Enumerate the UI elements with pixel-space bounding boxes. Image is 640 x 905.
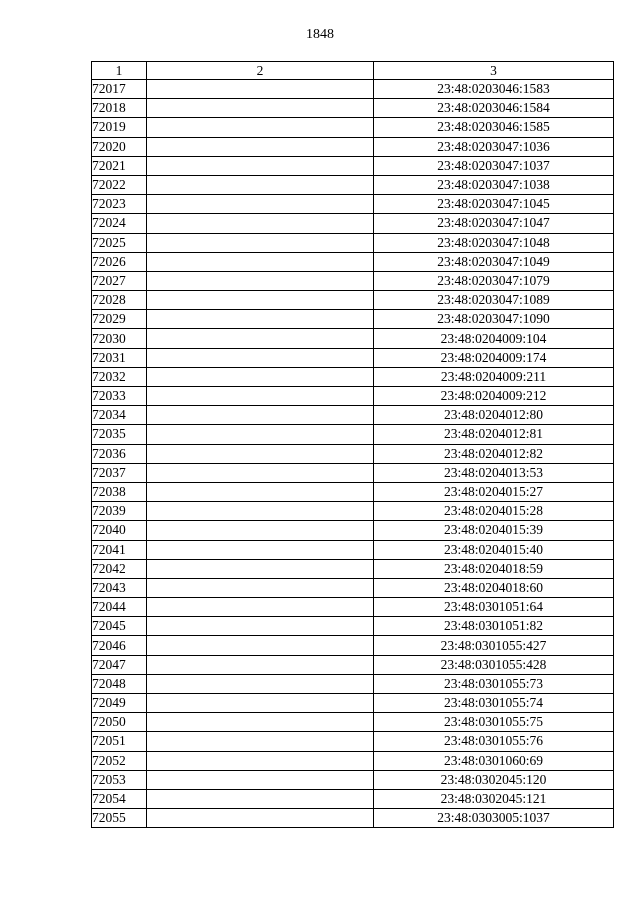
cadastral-number-cell: 23:48:0204015:40 — [374, 540, 614, 559]
table-row — [92, 195, 614, 214]
table-row — [92, 156, 614, 175]
row-blank-cell — [147, 291, 374, 310]
table-row — [92, 732, 614, 751]
cadastral-number-cell: 23:48:0204009:212 — [374, 387, 614, 406]
table-row — [92, 521, 614, 540]
row-number-cell: 72023 — [92, 195, 147, 214]
row-number-cell: 72053 — [92, 770, 147, 789]
table-row — [92, 118, 614, 137]
table-row — [92, 751, 614, 770]
column-header-2: 2 — [147, 62, 374, 80]
row-blank-cell — [147, 655, 374, 674]
table-header-row — [92, 62, 614, 80]
row-number-cell: 72038 — [92, 482, 147, 501]
cadastral-number-cell: 23:48:0204015:39 — [374, 521, 614, 540]
row-number-cell: 72030 — [92, 329, 147, 348]
table-row — [92, 175, 614, 194]
row-blank-cell — [147, 310, 374, 329]
column-header-3: 3 — [374, 62, 614, 80]
cadastral-number-cell: 23:48:0204013:53 — [374, 463, 614, 482]
row-number-cell: 72018 — [92, 99, 147, 118]
cadastral-number-cell: 23:48:0204015:27 — [374, 482, 614, 501]
cadastral-number-cell: 23:48:0204012:80 — [374, 406, 614, 425]
cadastral-number-cell: 23:48:0301055:428 — [374, 655, 614, 674]
row-number-cell: 72049 — [92, 694, 147, 713]
row-number-cell: 72037 — [92, 463, 147, 482]
table-row — [92, 770, 614, 789]
cadastral-number-cell: 23:48:0301055:73 — [374, 674, 614, 693]
cadastral-number-cell: 23:48:0204018:60 — [374, 578, 614, 597]
row-number-cell: 72042 — [92, 559, 147, 578]
row-number-cell: 72033 — [92, 387, 147, 406]
table-row — [92, 137, 614, 156]
cadastral-number-cell: 23:48:0203046:1585 — [374, 118, 614, 137]
row-number-cell: 72019 — [92, 118, 147, 137]
table-row — [92, 348, 614, 367]
cadastral-number-cell: 23:48:0203047:1038 — [374, 175, 614, 194]
row-blank-cell — [147, 713, 374, 732]
table-row — [92, 367, 614, 386]
cadastral-number-cell: 23:48:0203047:1037 — [374, 156, 614, 175]
table-row — [92, 271, 614, 290]
table-row — [92, 310, 614, 329]
table-row — [92, 655, 614, 674]
cadastral-number-cell: 23:48:0204009:104 — [374, 329, 614, 348]
table-row — [92, 713, 614, 732]
row-number-cell: 72054 — [92, 789, 147, 808]
row-number-cell: 72021 — [92, 156, 147, 175]
table-row — [92, 80, 614, 99]
table-row — [92, 540, 614, 559]
row-blank-cell — [147, 770, 374, 789]
cadastral-number-cell: 23:48:0301060:69 — [374, 751, 614, 770]
cadastral-number-cell: 23:48:0203047:1090 — [374, 310, 614, 329]
row-number-cell: 72047 — [92, 655, 147, 674]
row-number-cell: 72025 — [92, 233, 147, 252]
row-number-cell: 72028 — [92, 291, 147, 310]
row-blank-cell — [147, 156, 374, 175]
table-row — [92, 598, 614, 617]
table-row — [92, 578, 614, 597]
row-number-cell: 72024 — [92, 214, 147, 233]
table-row — [92, 502, 614, 521]
table-row — [92, 252, 614, 271]
table-row — [92, 406, 614, 425]
row-blank-cell — [147, 809, 374, 828]
cadastral-number-cell: 23:48:0302045:121 — [374, 789, 614, 808]
row-number-cell: 72055 — [92, 809, 147, 828]
row-number-cell: 72026 — [92, 252, 147, 271]
row-blank-cell — [147, 80, 374, 99]
row-blank-cell — [147, 598, 374, 617]
cadastral-number-cell: 23:48:0203047:1048 — [374, 233, 614, 252]
row-number-cell: 72017 — [92, 80, 147, 99]
row-number-cell: 72050 — [92, 713, 147, 732]
cadastral-number-cell: 23:48:0203047:1045 — [374, 195, 614, 214]
row-blank-cell — [147, 732, 374, 751]
cadastral-number-cell: 23:48:0203047:1047 — [374, 214, 614, 233]
row-blank-cell — [147, 463, 374, 482]
cadastral-number-cell: 23:48:0204009:211 — [374, 367, 614, 386]
table-body — [92, 80, 614, 828]
column-header-1: 1 — [92, 62, 147, 80]
table-row — [92, 636, 614, 655]
table-row — [92, 99, 614, 118]
row-number-cell: 72052 — [92, 751, 147, 770]
row-blank-cell — [147, 425, 374, 444]
row-blank-cell — [147, 751, 374, 770]
row-blank-cell — [147, 694, 374, 713]
row-number-cell: 72040 — [92, 521, 147, 540]
row-blank-cell — [147, 521, 374, 540]
cadastral-number-cell: 23:48:0204012:81 — [374, 425, 614, 444]
row-blank-cell — [147, 444, 374, 463]
row-blank-cell — [147, 214, 374, 233]
cadastral-number-cell: 23:48:0301055:427 — [374, 636, 614, 655]
row-blank-cell — [147, 367, 374, 386]
row-blank-cell — [147, 617, 374, 636]
table-row — [92, 463, 614, 482]
row-blank-cell — [147, 252, 374, 271]
row-blank-cell — [147, 233, 374, 252]
row-number-cell: 72022 — [92, 175, 147, 194]
row-number-cell: 72051 — [92, 732, 147, 751]
cadastral-number-cell: 23:48:0301051:64 — [374, 598, 614, 617]
row-blank-cell — [147, 578, 374, 597]
cadastral-number-cell: 23:48:0301051:82 — [374, 617, 614, 636]
row-blank-cell — [147, 406, 374, 425]
row-number-cell: 72027 — [92, 271, 147, 290]
row-blank-cell — [147, 175, 374, 194]
cadastral-number-cell: 23:48:0203047:1036 — [374, 137, 614, 156]
table-row — [92, 329, 614, 348]
cadastral-number-cell: 23:48:0203046:1583 — [374, 80, 614, 99]
row-blank-cell — [147, 329, 374, 348]
cadastral-number-cell: 23:48:0302045:120 — [374, 770, 614, 789]
table-row — [92, 559, 614, 578]
cadastral-number-cell: 23:48:0203047:1089 — [374, 291, 614, 310]
row-number-cell: 72020 — [92, 137, 147, 156]
table-row — [92, 482, 614, 501]
row-number-cell: 72044 — [92, 598, 147, 617]
table-row — [92, 387, 614, 406]
row-blank-cell — [147, 99, 374, 118]
row-number-cell: 72031 — [92, 348, 147, 367]
row-number-cell: 72043 — [92, 578, 147, 597]
row-blank-cell — [147, 118, 374, 137]
cadastral-number-cell: 23:48:0204009:174 — [374, 348, 614, 367]
table-row — [92, 674, 614, 693]
table-row — [92, 617, 614, 636]
row-blank-cell — [147, 387, 374, 406]
row-blank-cell — [147, 502, 374, 521]
cadastral-number-cell: 23:48:0301055:74 — [374, 694, 614, 713]
cadastral-number-cell: 23:48:0203047:1049 — [374, 252, 614, 271]
cadastral-number-cell: 23:48:0204012:82 — [374, 444, 614, 463]
page-number: 1848 — [306, 27, 334, 42]
cadastral-number-cell: 23:48:0204015:28 — [374, 502, 614, 521]
row-blank-cell — [147, 482, 374, 501]
row-number-cell: 72039 — [92, 502, 147, 521]
cadastral-number-cell: 23:48:0301055:75 — [374, 713, 614, 732]
table-row — [92, 233, 614, 252]
row-blank-cell — [147, 348, 374, 367]
table-row — [92, 425, 614, 444]
table-row — [92, 444, 614, 463]
row-number-cell: 72048 — [92, 674, 147, 693]
row-blank-cell — [147, 540, 374, 559]
row-number-cell: 72045 — [92, 617, 147, 636]
cadastral-number-cell: 23:48:0301055:76 — [374, 732, 614, 751]
row-blank-cell — [147, 137, 374, 156]
table-row — [92, 214, 614, 233]
row-number-cell: 72036 — [92, 444, 147, 463]
registry-table — [91, 61, 614, 828]
row-number-cell: 72041 — [92, 540, 147, 559]
table-row — [92, 291, 614, 310]
row-blank-cell — [147, 674, 374, 693]
row-number-cell: 72035 — [92, 425, 147, 444]
row-number-cell: 72032 — [92, 367, 147, 386]
row-blank-cell — [147, 559, 374, 578]
table-row — [92, 809, 614, 828]
row-number-cell: 72046 — [92, 636, 147, 655]
row-number-cell: 72029 — [92, 310, 147, 329]
row-blank-cell — [147, 789, 374, 808]
row-blank-cell — [147, 636, 374, 655]
cadastral-number-cell: 23:48:0204018:59 — [374, 559, 614, 578]
row-blank-cell — [147, 195, 374, 214]
row-blank-cell — [147, 271, 374, 290]
table-row — [92, 789, 614, 808]
table-row — [92, 694, 614, 713]
cadastral-number-cell: 23:48:0303005:1037 — [374, 809, 614, 828]
cadastral-number-cell: 23:48:0203046:1584 — [374, 99, 614, 118]
row-number-cell: 72034 — [92, 406, 147, 425]
cadastral-number-cell: 23:48:0203047:1079 — [374, 271, 614, 290]
